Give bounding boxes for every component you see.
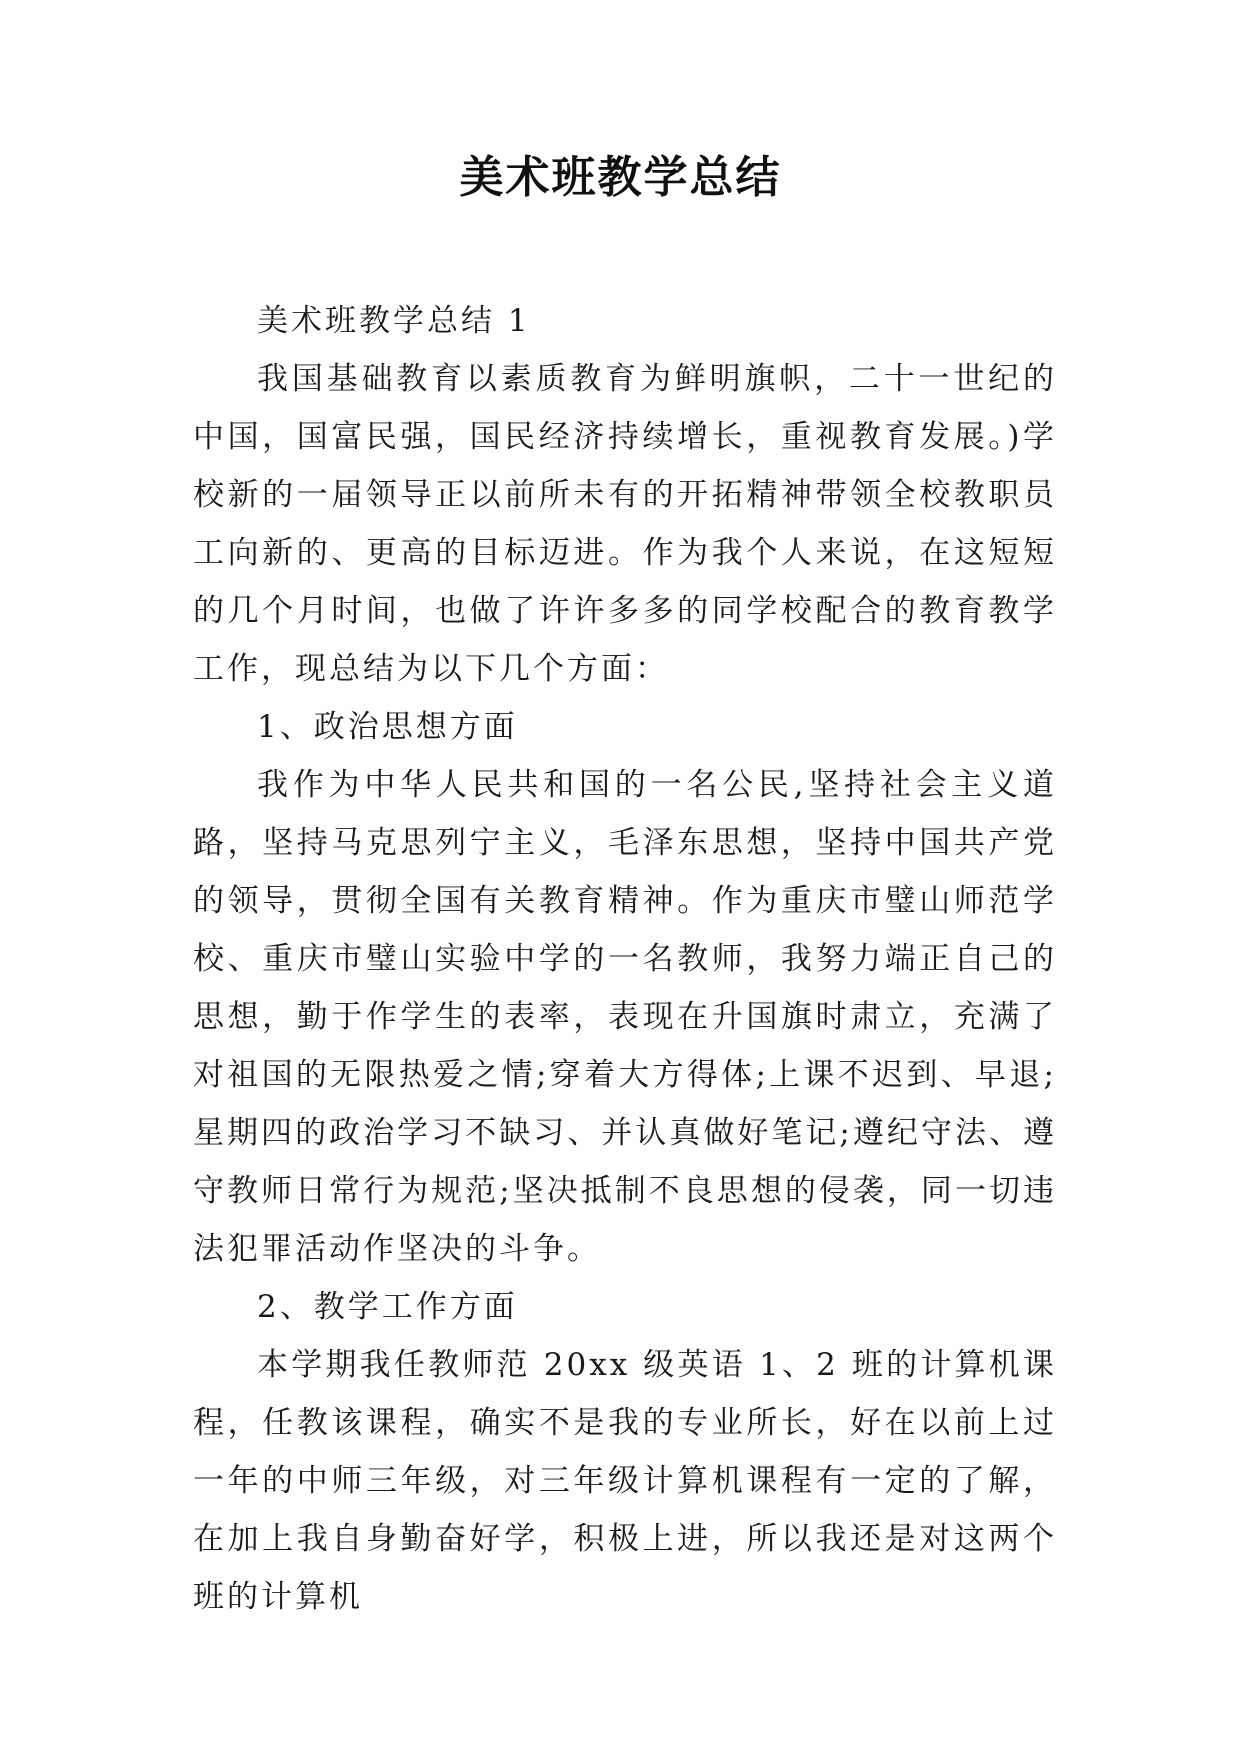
document-body [193, 292, 1057, 1626]
section-heading: 美术班教学总结 1 [257, 303, 531, 339]
document-title: 美术班教学总结 [459, 152, 782, 203]
paragraph: 我作为中华人民共和国的一名公民,坚持社会主义道路，坚持马克思列宁主义，毛泽东思想，坚持中国共产党的领导，贯彻全国有关教育精神。作为重庆市璧山师范学校、重庆市璧山实验中学的一名教师，我努力端正自己的思想，勤于作学生的表率，表现在升国旗时肃立，充满了对祖国的无限热爱之情;穿着大方得体;上课不迟到、早退;星期四的政治学习不缺习、并认真做好笔记;遵纪守法、遵守教师日常行为规范;坚决抵制不良思想的侵袭，同一切违法犯罪活动作坚决的斗争。 [193, 767, 1057, 1267]
subsection-heading: 2、教学工作方面 [257, 1289, 518, 1325]
subsection-heading: 1、政治思想方面 [257, 709, 518, 745]
paragraph: 我国基础教育以素质教育为鲜明旗帜，二十一世纪的中国，国富民强，国民经济持续增长，重视教育发展。)学校新的一届领导正以前所未有的开拓精神带领全校教职员工向新的、更高的目标迈进。作为我个人来说，在这短短的几个月时间，也做了许许多多的同学校配合的教育教学工作，现总结为以下几个方面： [193, 361, 1057, 687]
paragraph: 本学期我任教师范 20xx 级英语 1、2 班的计算机课程，任教该课程，确实不是我的专业所长，好在以前上过一年的中师三年级，对三年级计算机课程有一定的了解，在加上我自身勤奋好学，积极上进，所以我还是对这两个班的计算机 [193, 1347, 1057, 1615]
